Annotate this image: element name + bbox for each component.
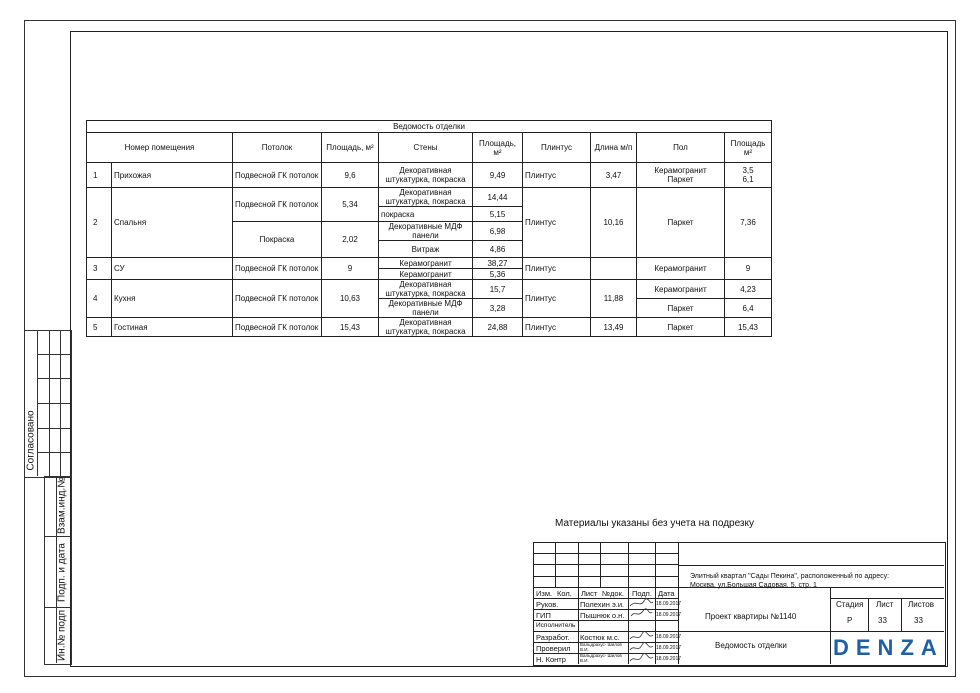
header-floor: Пол: [637, 133, 725, 163]
walls-area: 15,7: [473, 280, 523, 299]
table-row: [87, 163, 772, 188]
ceiling-type: Подвесной ГК потолок: [233, 258, 322, 280]
floor-type: Паркет: [637, 188, 725, 258]
floor-type-line: Керамогранит: [654, 166, 707, 175]
walls-area: 3,28: [473, 299, 523, 318]
walls-area: 9,49: [473, 163, 523, 188]
project-description: Элитный квартал "Сады Пекина", расположенный по адресу: Москва, ул.Большая Садовая, 5, стр. 1: [690, 573, 890, 589]
ceiling-area: 5,34: [322, 188, 379, 222]
header-plinth: Плинтус: [523, 133, 591, 163]
floor-area: [725, 163, 772, 188]
walls-type: Витраж: [379, 241, 473, 258]
floor-type: Керамогранит: [637, 258, 725, 280]
room-name: Спальня: [112, 188, 233, 258]
sheets-value: 33: [914, 616, 923, 625]
side-label-inv-orig: Ин.№ подп: [56, 610, 68, 662]
signature-marks: [628, 598, 655, 664]
room-name: Прихожая: [112, 163, 233, 188]
room-number: 4: [87, 280, 112, 318]
header-walls: Стены: [379, 133, 473, 163]
floor-area-line: 3,5: [742, 166, 754, 175]
name-checker: Вальдрахус- Шилов В.И.: [580, 642, 622, 652]
role-developer: Разработ.: [536, 633, 570, 642]
plinth-length: 13,49: [591, 318, 637, 337]
ceiling-area: 10,63: [322, 280, 379, 318]
role-head: Руков.: [536, 600, 559, 609]
walls-type: Декоративная штукатурка, покраска: [379, 188, 473, 207]
role-executor: Исполнитель: [536, 622, 576, 629]
plinth-type: Плинтус: [523, 258, 591, 280]
walls-type: Декоративная штукатурка, покраска: [379, 318, 473, 337]
plinth-length: 3,47: [591, 163, 637, 188]
sheets-label: Листов: [908, 600, 934, 609]
role-norm-control: Н. Контр: [536, 655, 566, 664]
table-row: [87, 188, 772, 207]
sheet-value: 33: [878, 616, 887, 625]
walls-area: 38,27: [473, 258, 523, 269]
col-podp: Подп.: [632, 589, 652, 598]
table-row: [87, 258, 772, 269]
walls-type: Керамогранит: [379, 269, 473, 280]
table-title: Ведомость отделки: [87, 121, 772, 133]
plinth-type: Плинтус: [523, 318, 591, 337]
date-gip: 18.09.2017: [656, 612, 682, 618]
plinth-length: 11,88: [591, 280, 637, 318]
plinth-type: Плинтус: [523, 163, 591, 188]
walls-type: покраска: [379, 207, 473, 222]
floor-type: Паркет: [637, 299, 725, 318]
plinth-type: Плинтус: [523, 188, 591, 258]
col-izm: Изм.: [536, 589, 553, 598]
plinth-length: [591, 258, 637, 280]
doc-title: Ведомость отделки: [715, 641, 787, 650]
walls-area: 5,15: [473, 207, 523, 222]
floor-type-line: Паркет: [667, 175, 694, 184]
walls-type: Декоративная штукатурка, покраска: [379, 280, 473, 299]
room-name: СУ: [112, 258, 233, 280]
ceiling-area: 9,6: [322, 163, 379, 188]
ceiling-type: Подвесной ГК потолок: [233, 163, 322, 188]
stage-value: Р: [847, 616, 853, 625]
floor-area: 15,43: [725, 318, 772, 337]
walls-area: 4,86: [473, 241, 523, 258]
header-walls-area: Площадь, м²: [473, 133, 523, 163]
col-date: Дата: [658, 589, 675, 598]
name-norm-control: Вальдрахус- Шилов В.И.: [580, 653, 622, 663]
walls-type: Керамогранит: [379, 258, 473, 269]
walls-type: Декоративная штукатурка, покраска: [379, 163, 473, 188]
date-head: 18.09.2017: [656, 601, 682, 607]
floor-area: 4,23: [725, 280, 772, 299]
name-gip: Пышнюк о.н.: [580, 611, 625, 620]
materials-note: Материалы указаны без учета на подрезку: [555, 518, 754, 529]
floor-area: 6,4: [725, 299, 772, 318]
walls-area: 14,44: [473, 188, 523, 207]
col-list: Лист: [581, 589, 598, 598]
header-room: Номер помещения: [87, 133, 233, 163]
walls-type: Декоративные МДФ панели: [379, 222, 473, 241]
ceiling-type: Покраска: [233, 222, 322, 258]
side-label-inv-vz: Взам.инд.№: [56, 477, 68, 534]
floor-type: Паркет: [637, 318, 725, 337]
table-row: [87, 318, 772, 337]
room-name: Кухня: [112, 280, 233, 318]
floor-type: Керамогранит: [637, 280, 725, 299]
col-ndok: №док.: [602, 589, 624, 598]
floor-area: 7,36: [725, 188, 772, 258]
room-number: 3: [87, 258, 112, 280]
ceiling-type: Подвесной ГК потолок: [233, 318, 322, 337]
header-floor-area: Площадь м²: [725, 133, 772, 163]
floor-type: [637, 163, 725, 188]
header-plinth-length: Длина м/п: [591, 133, 637, 163]
header-ceiling: Потолок: [233, 133, 322, 163]
ceiling-type: Подвесной ГК потолок: [233, 280, 322, 318]
plinth-length: 10,16: [591, 188, 637, 258]
floor-area: 9: [725, 258, 772, 280]
side-label-sign-date: Подп. и дата: [56, 543, 68, 602]
sheet-title: Проект квартиры №1140: [705, 612, 797, 621]
name-head: Полехин э.и.: [580, 600, 625, 609]
table-header-row: [87, 133, 772, 163]
header-ceiling-area: Площадь, м²: [322, 133, 379, 163]
date-checker: 18.09.2017: [656, 645, 682, 651]
room-number: 2: [87, 188, 112, 258]
plinth-type: Плинтус: [523, 280, 591, 318]
room-number: 1: [87, 163, 112, 188]
table-row: [87, 280, 772, 299]
side-label-agreed: Согласовано: [25, 410, 37, 471]
walls-type: Декоративные МДФ панели: [379, 299, 473, 318]
room-number: 5: [87, 318, 112, 337]
stage-label: Стадия: [836, 600, 864, 609]
ceiling-type: Подвесной ГК потолок: [233, 188, 322, 222]
date-developer: 18.09.2017: [656, 634, 682, 640]
sheet-label: Лист: [876, 600, 894, 609]
col-kol: Кол.: [557, 589, 572, 598]
walls-area: 5,36: [473, 269, 523, 280]
company-logo: DENZA: [833, 635, 944, 660]
ceiling-area: 9: [322, 258, 379, 280]
ceiling-area: 15,43: [322, 318, 379, 337]
ceiling-area: 2,02: [322, 222, 379, 258]
floor-area-line: 6,1: [742, 175, 754, 184]
room-name: Гостиная: [112, 318, 233, 337]
walls-area: 24,88: [473, 318, 523, 337]
date-norm-control: 18.09.2017: [656, 656, 682, 662]
finish-schedule-table: [86, 120, 772, 337]
role-gip: ГИП: [536, 611, 551, 620]
walls-area: 6,98: [473, 222, 523, 241]
name-developer: Костюк м.с.: [580, 633, 620, 642]
role-checker: Проверил: [536, 644, 571, 653]
